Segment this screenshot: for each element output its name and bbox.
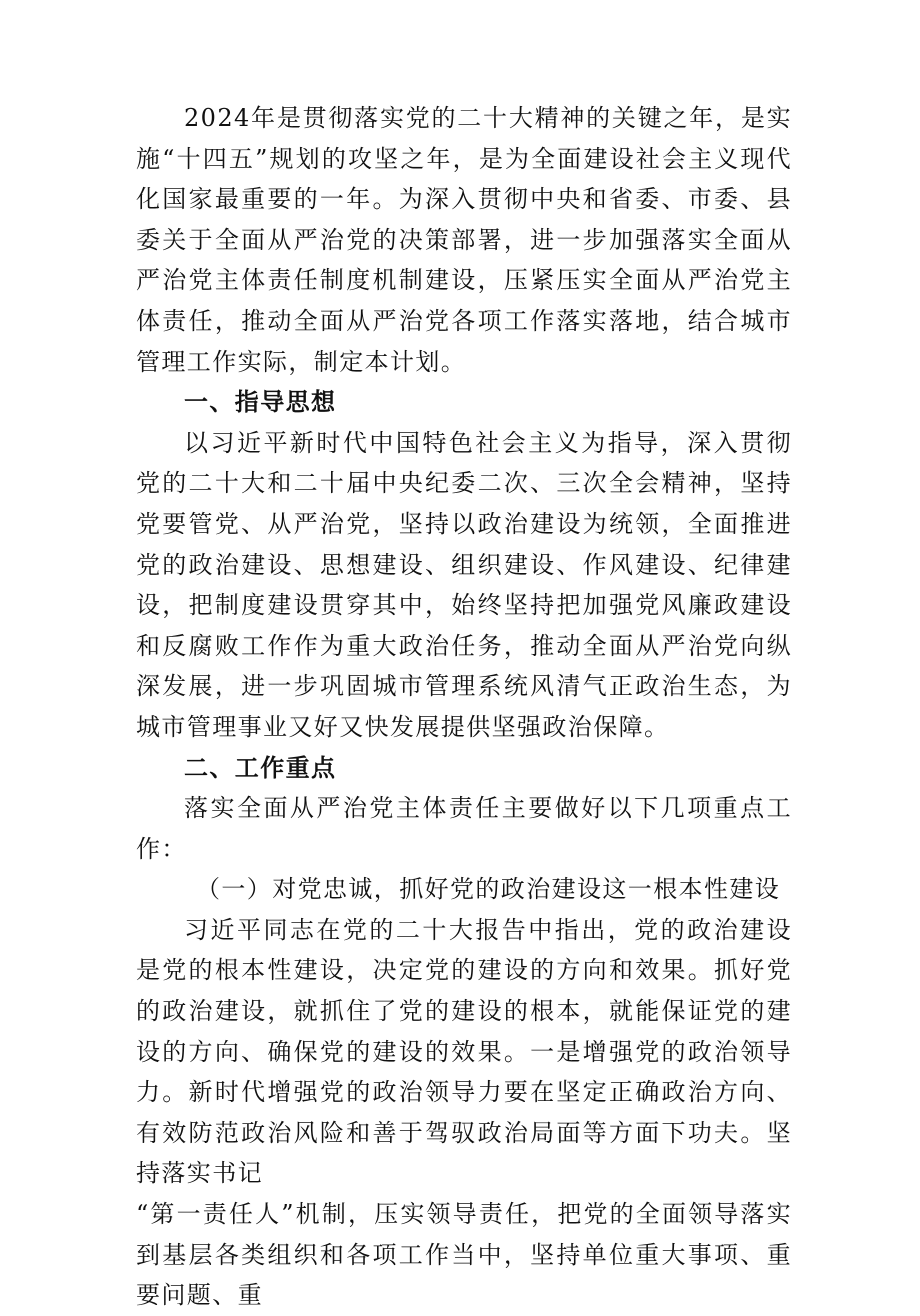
political-building-continuation: “第一责任人”机制，压实领导责任，把党的全面领导落实到基层各类组织和各项工作当中，坚持单位重大事项、重要问题、重 [136,1200,792,1310]
intro-paragraph: 2024年是贯彻落实党的二十大精神的关键之年，是实施“十四五”规划的攻坚之年，是为全面建设社会主义现代化国家最重要的一年。为深入贯彻中央和省委、市委、县委关于全面从严治党的决策部署，进一步加强落实全面从严治党主体责任制度机制建设，压紧压实全面从严治党主体责任，推动全面从严治党各项工作落实落地，结合城市管理工作实际，制定本计划。 [136,104,792,376]
section-heading-work-focus: 二、工作重点 [184,753,337,782]
work-focus-lead-paragraph: 落实全面从严治党主体责任主要做好以下几项重点工作： [136,794,792,863]
section-heading-guiding-ideology: 一、指导思想 [184,388,337,417]
political-building-paragraph: 习近平同志在党的二十大报告中指出，党的政治建设是党的根本性建设，决定党的建设的方向和效果。抓好党的政治建设，就抓住了党的建设的根本，就能保证党的建设的方向、确保党的建设的效果。一是增强党的政治领导力。新时代增强党的政治领导力要在坚定正确政治方向、有效防范政治风险和善于驾驭政治局面等方面下功夫。坚持落实书记 [136,915,792,1188]
subsection-heading-political-building: （一）对党忠诚，抓好党的政治建设这一根本性建设 [196,875,781,904]
guiding-ideology-paragraph: 以习近平新时代中国特色社会主义为指导，深入贯彻党的二十大和二十届中央纪委二次、三次全会精神，坚持党要管党、从严治党，坚持以政治建设为统领，全面推进党的政治建设、思想建设、组织建设、作风建设、纪律建设，把制度建设贯穿其中，始终坚持把加强党风廉政建设和反腐败工作作为重大政治任务，推动全面从严治党向纵深发展，进一步巩固城市管理系统风清气正政治生态，为城市管理事业又好又快发展提供坚强政治保障。 [136,428,792,741]
